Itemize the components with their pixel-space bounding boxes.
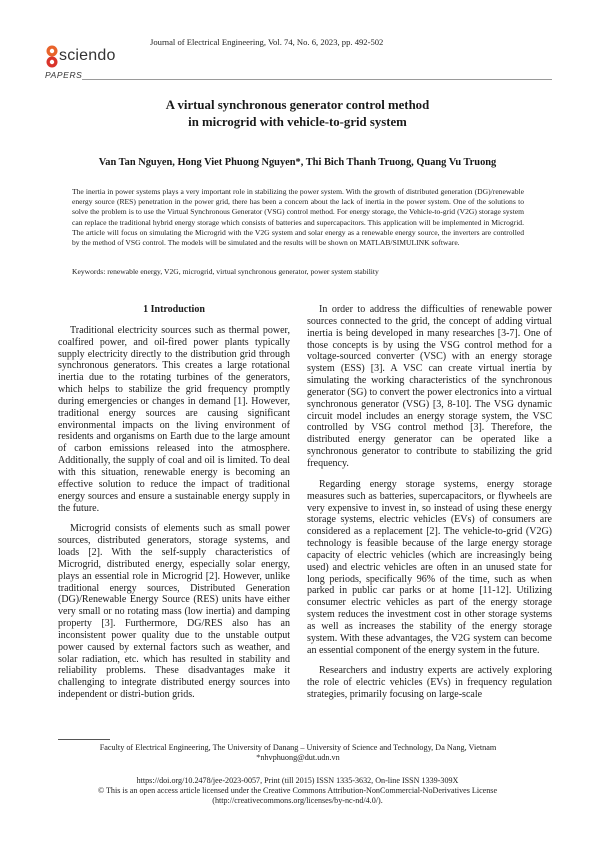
body-paragraph: Microgrid consists of elements such as small power sources, distributed generators, storage systems, and loads [2]. With the self-supply characteristics of Microgrid, distributed energy, especially solar energy, plays an essential role in Microgrid [2]. However, unlike traditional energy sources, Distributed Generation (DG)/Renewable Energy Source (RES) units have either very small or no rotating mass (low inertia) and damping property [3]. Furthermore, DG/RES also has an inconsistent power quality due to the unstable output power caused by external factors such as weather, and solar radiation, etc. which has resulted in stability and reliability problems. These disadvantages make it challenging to integrate distributed energy sources into independent or distri-bution grids. <box>58 523 290 701</box>
publication-info <box>45 776 550 806</box>
body-paragraph: In order to address the difficulties of renewable power sources connected to the grid, the concept of adding virtual inertia is being developed in many researches [3-7]. One of those concepts is by using the VSG control method for a voltage-sourced converter (VSC) with an energy storage system (ESS) [3]. A VSC can create virtual inertia by simulating the working characteristics of the synchronous generator (SG) to convert the power electronics into a virtual synchronous generator (VSG) [3, 8-10]. The VSG dynamic circuit model includes an energy storage system, the VSC controlled by VSG control method [3]. Therefore, the distributed energy generator can be operated like a synchronous generator to contribute to stabilizing the grid frequency. <box>307 304 552 469</box>
author-list: Van Tan Nguyen, Hong Viet Phuong Nguyen*, Thi Bich Thanh Truong, Quang Vu Truong <box>98 157 497 168</box>
title-line-2: in microgrid with vehicle-to-grid system <box>188 115 407 129</box>
section-label: PAPERS <box>45 70 83 80</box>
abstract: The inertia in power systems plays a very important role in stabilizing the power system. With the growth of distributed generation (DG)/renewable energy source (RES) penetration in the power grid, there has been a concern about the lack of inertia in the power system. One of the solutions to solve the problem is to use the Virtual Synchronous Generator (VSG) control method. For energy storage, the Vehicle-to-grid (V2G) storage system can replace the traditional hybrid energy storage which consists of batteries and supercapacitors. This application will be implemented in Microgrid. The article will focus on simulating the Microgrid with the V2G system and solar energy as a renewable energy source, the inverters are controlled by the method of VSG control. The models will be simulated and the results will be shown on MATLAB/SIMULINK software. <box>72 187 524 248</box>
title-line-1: A virtual synchronous generator control method <box>165 98 430 112</box>
publisher-logo-text: sciendo <box>59 47 116 64</box>
section-heading: 1 Introduction <box>143 304 205 315</box>
footnote-divider <box>58 739 110 740</box>
doi-issn-line: https://doi.org/10.2478/jee-2023-0057, Print (till 2015) ISSN 1335-3632, On-line ISSN 1339-309X <box>136 776 459 785</box>
header-divider <box>82 79 552 80</box>
keywords: Keywords: renewable energy, V2G, microgrid, virtual synchronous generator, power system stability <box>72 267 379 276</box>
author-affiliation: Faculty of Electrical Engineering, The University of Danang – University of Science and Technology, Da Nang, Vietnam <box>99 743 497 752</box>
body-paragraph: Regarding energy storage systems, energy storage measures such as batteries, supercapacitors, or flywheels are very expensive to invest in, so instead of using these energy storage systems, electric vehicles (EVs) of consumers are considered as a replacement [2]. The vehicle-to-grid (V2G) technology is feasible because of the large energy storage capacity of electric vehicles (which are increasingly being used) and electric vehicles are often in an unused state for long periods, specifically 96% of the time, such as when parked in public car parks or at home [11-12]. Utilizing consumer electric vehicles as part of the energy storage system reduces the investment cost in other storage systems as well as increases the stability of the energy storage system. With these advantages, the V2G system can become an essential component of the energy system in the future. <box>307 478 552 656</box>
right-column <box>307 304 552 701</box>
license-line: © This is an open access article licensed under the Creative Commons Attribution-NonCommercial-NoDerivatives License <box>97 786 498 795</box>
left-column <box>58 304 290 710</box>
corresponding-email: *nhvphuong@dut.udn.vn <box>256 753 340 762</box>
license-url: (http://creativecommons.org/licenses/by-nc-nd/4.0/). <box>212 796 383 805</box>
body-paragraph: Traditional electricity sources such as thermal power, coalfired power, and oil-fired power plants typically supply electricity directly to the distribution grid through synchronous generators. This creates a large rotational inertia due to the rotating turbines of the generators, which helps to stabilize the grid frequency promptly during emergencies or changes in demand [1]. However, traditional energy sources are causing significant environmental impacts on the living environment of residents and organisms on Earth due to the large amount of carbon emissions released into the atmosphere. Additionally, the supply of coal and oil is limited. To deal with this situation, renewable energy is becoming an effective solution to reduce the impact of traditional energy sources and ensure a sustainable energy supply in the future. <box>58 324 290 514</box>
paper-title <box>60 97 535 131</box>
journal-citation: Journal of Electrical Engineering, Vol. 74, No. 6, 2023, pp. 492-502 <box>150 37 384 47</box>
body-paragraph: Researchers and industry experts are actively exploring the role of electric vehicles (EVs) in frequency regulation strategies, primarily focusing on large-scale <box>307 665 552 701</box>
